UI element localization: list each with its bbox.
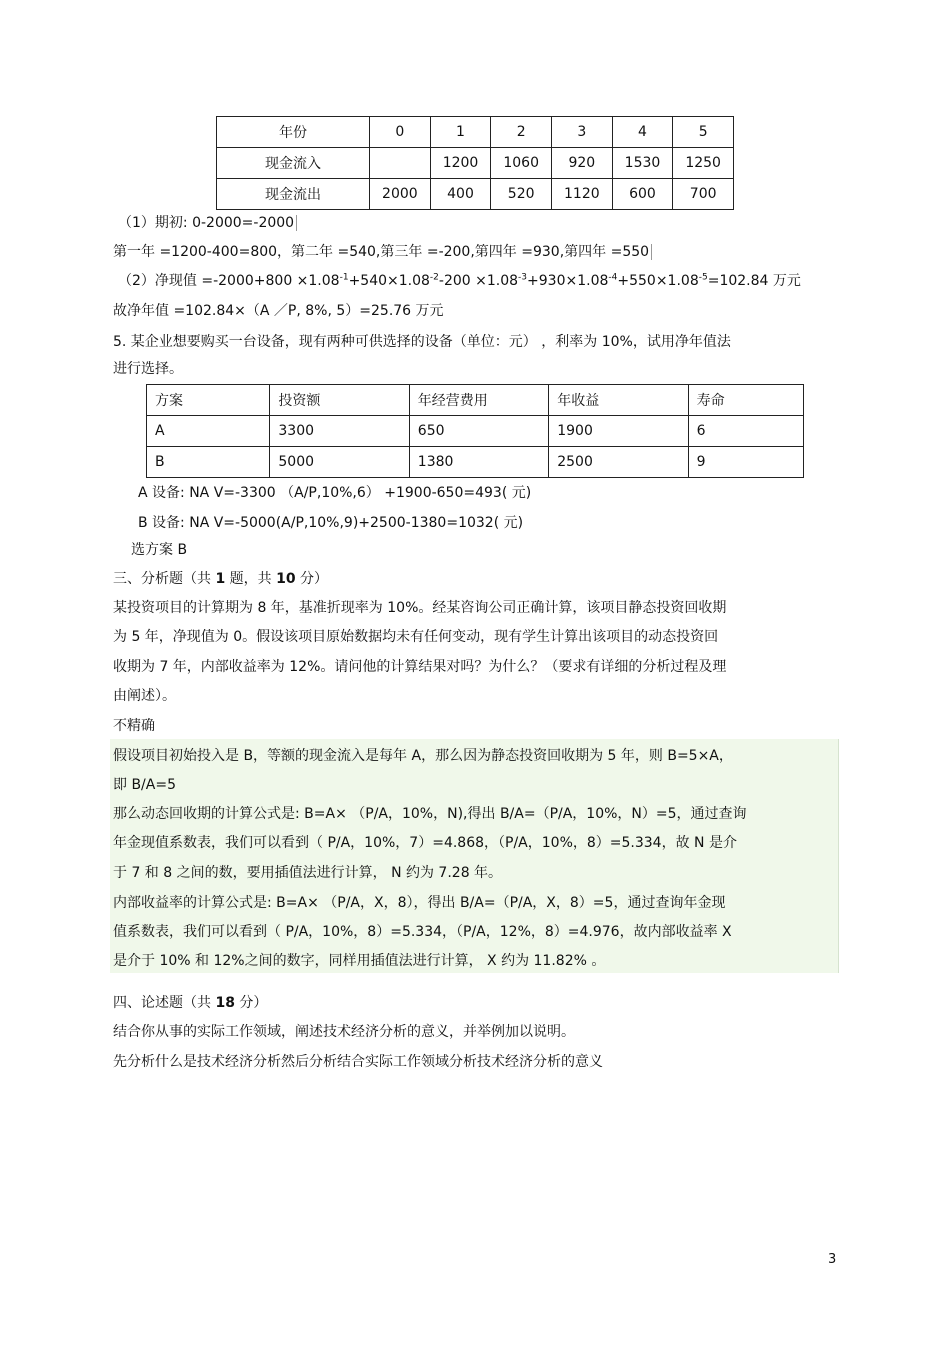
- table-header-cell: 年份: [217, 117, 370, 148]
- text-cursor-mark: [296, 215, 297, 231]
- table-cell: 1120: [552, 179, 613, 210]
- section-3-title: [113, 568, 328, 588]
- section-3-title-part: 题，共: [225, 571, 277, 587]
- analysis-line: 是介于 10% 和 12%之间的数字，同样用插值法进行计算， X 约为 11.82% 。: [113, 953, 606, 969]
- npv-part: -200 ×1.08: [438, 273, 519, 289]
- table-cell: 1380: [409, 447, 548, 478]
- npv-exponent: -4: [608, 272, 618, 283]
- table-cell: 1530: [612, 148, 673, 179]
- table-header-cell: 年收益: [549, 385, 688, 416]
- analysis-line: 于 7 和 8 之间的数，要用插值法进行计算， N 约为 7.28 年。: [113, 865, 503, 881]
- table-header-cell: 0: [370, 117, 431, 148]
- table-cell: 1060: [491, 148, 552, 179]
- section-3-answer: 不精确: [113, 718, 155, 734]
- section-4-score: 18: [215, 995, 235, 1011]
- table-row: [217, 179, 734, 210]
- table-header-cell: 方案: [147, 385, 270, 416]
- table-cell: B: [147, 447, 270, 478]
- section-3-title-part: 三、分析题（共: [113, 571, 216, 587]
- npv-part: +540×1.08: [348, 273, 430, 289]
- q4-line-2: [113, 241, 652, 261]
- npv-part: +550×1.08: [617, 273, 699, 289]
- table-header-cell: 寿命: [688, 385, 803, 416]
- table-cell: [370, 148, 431, 179]
- q4-line-2-text: 第一年 =1200-400=800，第二年 =540,第三年 =-200,第四年 =930,第四年 =550: [113, 244, 650, 260]
- section-3-count: 1: [215, 571, 226, 587]
- table-cell: A: [147, 416, 270, 447]
- q5-choice: 选方案 B: [131, 542, 188, 558]
- section-3-paragraph: 由阐述）。: [113, 688, 176, 704]
- npv-exponent: -1: [339, 272, 349, 283]
- section-3-title-part: 分）: [295, 571, 329, 587]
- section-4-title-part: 四、论述题（共: [113, 995, 216, 1011]
- table-cell: 400: [430, 179, 491, 210]
- table-header-cell: 年经营费用: [409, 385, 548, 416]
- table-cell: 920: [552, 148, 613, 179]
- section-3-paragraph: 收期为 7 年，内部收益率为 12%。请问他的计算结果对吗？为什么？（要求有详细的分析过程及理: [113, 659, 727, 675]
- table-header-cell: 投资额: [270, 385, 409, 416]
- q4-line-1: [118, 212, 297, 232]
- q4-line-1-text: （1）期初: 0-2000=-2000: [118, 215, 295, 231]
- table-cell: 现金流入: [217, 148, 370, 179]
- npv-part: +930×1.08: [527, 273, 609, 289]
- q5-question-line-1: 5. 某企业想要购买一台设备，现有两种可供选择的设备（单位：元） ，利率为 10%，试用净年值法: [113, 334, 731, 350]
- q5-device-a: A 设备: NA V=-3300 （A/P,10%,6） +1900-650=493( 元): [138, 485, 532, 501]
- section-3-paragraph: 某投资项目的计算期为 8 年，基准折现率为 10%。经某咨询公司正确计算，该项目静态投资回收期: [113, 600, 727, 616]
- analysis-line: 那么动态回收期的计算公式是: B=A× （P/A，10%，N),得出 B/A=（P/A，10%，N）=5，通过查询: [113, 806, 747, 822]
- table-row: [147, 447, 804, 478]
- npv-exponent: -3: [518, 272, 528, 283]
- page-number: 3: [828, 1252, 837, 1267]
- npv-exponent: -5: [698, 272, 708, 283]
- table-cell: 3300: [270, 416, 409, 447]
- cash-flow-table: [216, 116, 734, 210]
- section-4-paragraph: 结合你从事的实际工作领域，阐述技术经济分析的意义，并举例加以说明。: [113, 1024, 575, 1040]
- analysis-line: 内部收益率的计算公式是: B=A× （P/A，X，8），得出 B/A=（P/A，X，8）=5，通过查询年金现: [113, 895, 726, 911]
- table-header-cell: 3: [552, 117, 613, 148]
- text-cursor-mark: [651, 244, 652, 260]
- section-4-title: [113, 992, 267, 1012]
- table-cell: 600: [612, 179, 673, 210]
- section-3-score: 10: [276, 571, 296, 587]
- table-header-cell: 5: [673, 117, 734, 148]
- table-cell: 5000: [270, 447, 409, 478]
- analysis-line: 假设项目初始投入是 B，等额的现金流入是每年 A，那么因为静态投资回收期为 5 年，则 B=5×A，: [113, 748, 733, 764]
- section-3-paragraph: 为 5 年，净现值为 0。假设该项目原始数据均未有任何变动，现有学生计算出该项目的动态投资回: [113, 629, 719, 645]
- q5-device-b: B 设备: NA V=-5000(A/P,10%,9)+2500-1380=1032( 元): [138, 515, 524, 531]
- table-header-cell: 1: [430, 117, 491, 148]
- npv-part: （2）净现值 =-2000+800 ×1.08: [118, 273, 340, 289]
- equipment-table: [146, 384, 804, 478]
- table-cell: 650: [409, 416, 548, 447]
- table-cell: 1900: [549, 416, 688, 447]
- table-cell: 1200: [430, 148, 491, 179]
- section-4-paragraph: 先分析什么是技术经济分析然后分析结合实际工作领域分析技术经济分析的意义: [113, 1054, 603, 1070]
- q4-line-4: 故净年值 =102.84×（A ／P, 8%, 5）=25.76 万元: [113, 303, 444, 319]
- npv-part: =102.84 万元: [707, 273, 801, 289]
- table-cell: 520: [491, 179, 552, 210]
- table-header-row: [147, 385, 804, 416]
- section-4-title-part: 分）: [234, 995, 268, 1011]
- table-cell: 700: [673, 179, 734, 210]
- table-cell: 6: [688, 416, 803, 447]
- table-cell: 2000: [370, 179, 431, 210]
- table-cell: 现金流出: [217, 179, 370, 210]
- table-row: [217, 148, 734, 179]
- table-header-cell: 2: [491, 117, 552, 148]
- table-cell: 9: [688, 447, 803, 478]
- q5-question-line-2: 进行选择。: [113, 361, 183, 377]
- npv-exponent: -2: [429, 272, 439, 283]
- table-header-row: [217, 117, 734, 148]
- table-cell: 1250: [673, 148, 734, 179]
- q4-npv-line: [118, 270, 801, 290]
- table-row: [147, 416, 804, 447]
- table-header-cell: 4: [612, 117, 673, 148]
- analysis-line: 即 B/A=5: [113, 777, 176, 793]
- analysis-line: 年金现值系数表，我们可以看到（ P/A，10%，7）=4.868，（P/A，10%，8）=5.334，故 N 是介: [113, 835, 737, 851]
- table-cell: 2500: [549, 447, 688, 478]
- analysis-line: 值系数表，我们可以看到（ P/A，10%，8）=5.334，（P/A，12%，8）=4.976，故内部收益率 X: [113, 924, 732, 940]
